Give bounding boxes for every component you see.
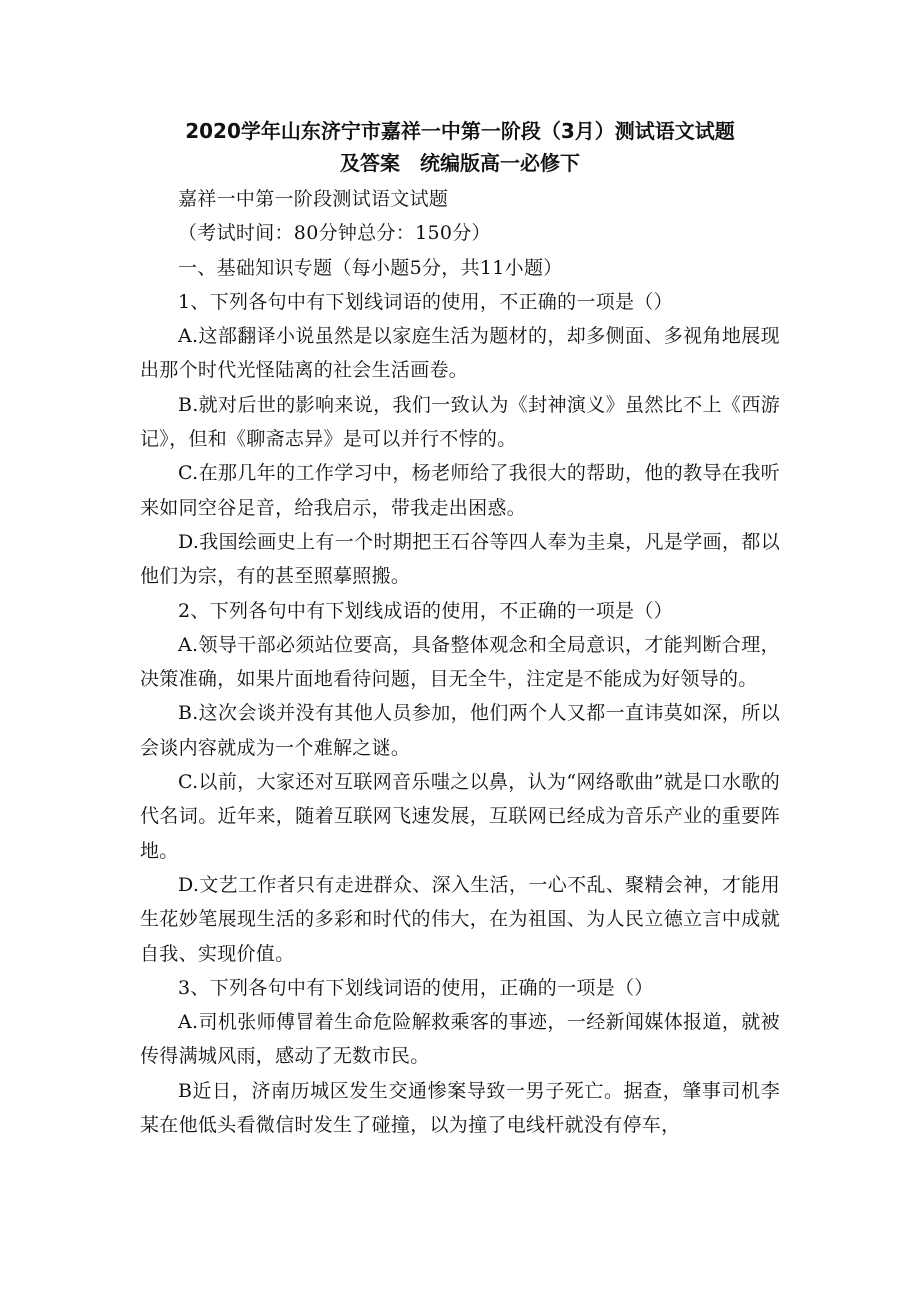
- document-title-line-1: 2020学年山东济宁市嘉祥一中第一阶段（3月）测试语文试题: [185, 119, 735, 143]
- question-3: 3、下列各句中有下划线词语的使用，正确的一项是（）: [178, 976, 654, 999]
- question-2-option-c: C.以前，大家还对互联网音乐嗤之以鼻，认为“网络歌曲”就是口水歌的代名词。近年来，随着互联网飞速发展，互联网已经成为音乐产业的重要阵地。: [140, 771, 780, 862]
- subtitle-paragraph: 嘉祥一中第一阶段测试语文试题: [178, 188, 449, 210]
- question-2-option-b: B.这次会谈并没有其他人员参加，他们两个人又都一直讳莫如深，所以会谈内容就成为一个难解之谜。: [140, 702, 780, 759]
- document-title-line-2: 及答案 统编版高一必修下: [340, 151, 580, 175]
- question-2: 2、下列各句中有下划线成语的使用，不正确的一项是（）: [178, 599, 673, 622]
- question-3-option-b: B近日，济南历城区发生交通惨案导致一男子死亡。据查，肇事司机李某在他低头看微信时发生了碰撞，以为撞了电线杆就没有停车，: [140, 1079, 780, 1137]
- question-1: 1、下列各句中有下划线词语的使用，不正确的一项是（）: [178, 290, 673, 313]
- question-1-option-d: D.我国绘画史上有一个时期把王石谷等四人奉为圭臬，凡是学画，都以他们为宗，有的甚至照摹照搬。: [140, 530, 780, 588]
- question-1-option-a: A.这部翻译小说虽然是以家庭生活为题材的，却多侧面、多视角地展现出那个时代光怪陆离的社会生活画卷。: [140, 325, 780, 382]
- question-3-option-a: A.司机张师傅冒着生命危险解救乘客的事迹，一经新闻媒体报道，就被传得满城风雨，感动了无数市民。: [140, 1011, 780, 1068]
- question-2-option-d: D.文艺工作者只有走进群众、深入生活，一心不乱、聚精会神，才能用生花妙笔展现生活的多彩和时代的伟大，在为祖国、为人民立德立言中成就自我、实现价值。: [140, 873, 780, 965]
- exam-info-paragraph: （考试时间：80分钟总分：150分）: [178, 222, 491, 245]
- question-1-option-c: C.在那几年的工作学习中，杨老师给了我很大的帮助，他的教导在我听来如同空谷足音，给我启示，带我走出困惑。: [140, 462, 780, 519]
- question-2-option-a: A.领导干部必须站位要高，具备整体观念和全局意识，才能判断合理，决策准确，如果片面地看待问题，目无全牛，注定是不能成为好领导的。: [140, 633, 780, 691]
- question-1-option-b: B.就对后世的影响来说，我们一致认为《封神演义》虽然比不上《西游记》，但和《聊斋志异》是可以并行不悖的。: [140, 393, 780, 451]
- document-body: [140, 182, 780, 1142]
- section-heading: 一、基础知识专题（每小题5分，共11小题）: [178, 256, 563, 279]
